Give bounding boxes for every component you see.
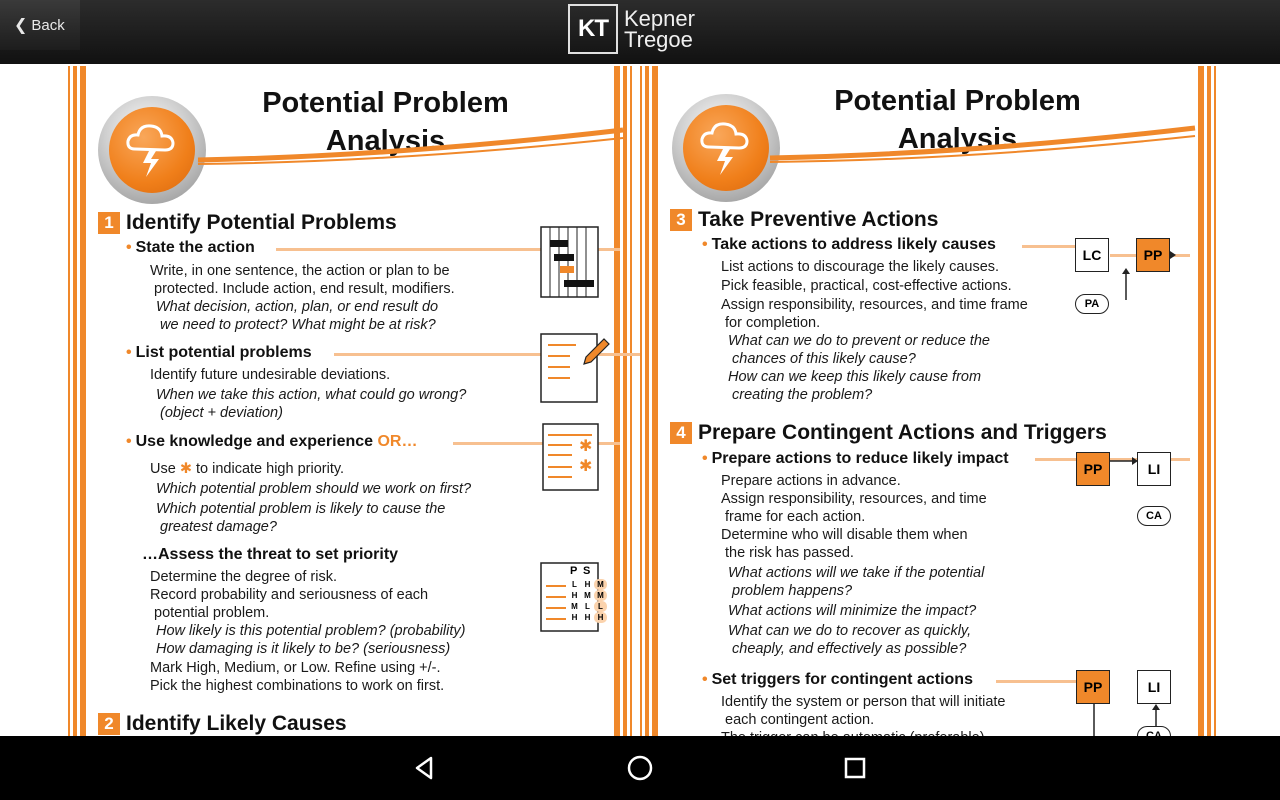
body-text: the risk has passed. xyxy=(725,545,854,561)
box-lc: LC xyxy=(1075,238,1109,272)
grid-cell: L xyxy=(585,602,590,611)
kepner-tregoe-logo xyxy=(568,3,695,55)
storm-badge xyxy=(672,94,780,202)
question-text: How damaging is it likely to be? (seriousness) xyxy=(156,641,451,657)
bullet-state-action: • State the action xyxy=(126,239,255,256)
body-text: Identify future undesirable deviations. xyxy=(150,367,391,383)
grid-row xyxy=(568,601,607,612)
grid-row xyxy=(568,590,607,601)
page-title-left: Potential Problem Analysis xyxy=(262,87,509,157)
body-text: Assign responsibility, resources, and time xyxy=(721,491,987,507)
body-text: List actions to discourage the likely causes. xyxy=(721,259,1000,275)
right-border-stripes xyxy=(614,66,636,766)
bullet-knowledge-experience: • Use knowledge and experience OR… xyxy=(126,433,418,450)
body-text: Determine who will disable them when xyxy=(721,527,968,543)
logo-line2: Tregoe xyxy=(624,27,693,52)
body-text: Record probability and seriousness of each xyxy=(150,587,429,603)
logo-mark: KT xyxy=(568,4,618,54)
question-text: How likely is this potential problem? (probability) xyxy=(156,623,466,639)
body-text: Prepare actions in advance. xyxy=(721,473,901,489)
box-pp: PP xyxy=(1076,670,1110,704)
bullet-assess-threat: …Assess the threat to set priority xyxy=(142,546,399,563)
grid-cell: M xyxy=(571,602,578,611)
body-text: each contingent action. xyxy=(725,712,875,728)
body-text: protected. Include action, end result, modifiers. xyxy=(154,281,455,297)
body-text: Write, in one sentence, the action or plan to be xyxy=(150,263,450,279)
section-4-heading: 4 Prepare Contingent Actions and Triggers xyxy=(670,421,1107,445)
question-text: cheaply, and effectively as possible? xyxy=(732,641,967,657)
question-text: How can we keep this likely cause from xyxy=(728,369,982,385)
grid-cell: L xyxy=(594,601,607,612)
pill-ca: CA xyxy=(1137,506,1171,526)
grid-cell: H xyxy=(594,612,607,623)
question-text: What actions will minimize the impact? xyxy=(728,603,977,619)
bullet-rule xyxy=(1022,245,1082,248)
notepad-asterisk-icon xyxy=(542,423,600,493)
question-text: Which potential problem should we work on first? xyxy=(156,481,472,497)
svg-text:✱: ✱ xyxy=(579,456,593,475)
asterisk-icon: ✱ xyxy=(179,461,192,477)
body-text: frame for each action. xyxy=(725,509,866,525)
storm-cloud-icon xyxy=(125,121,179,179)
storm-cloud-icon xyxy=(699,119,753,177)
left-border-stripes xyxy=(68,66,90,766)
question-text: problem happens? xyxy=(732,583,853,599)
question-text: What can we do to recover as quickly, xyxy=(728,623,972,639)
box-pp: PP xyxy=(1136,238,1170,272)
chevron-left-icon: ❮ xyxy=(14,17,28,34)
section-2-heading: 2 Identify Likely Causes xyxy=(98,712,347,736)
body-text: Identify the system or person that will initiate xyxy=(721,694,1006,710)
pill-pa: PA xyxy=(1075,294,1109,314)
document-viewer[interactable] xyxy=(0,64,1280,736)
box-li: LI xyxy=(1137,452,1171,486)
bullet-address-causes: • Take actions to address likely causes xyxy=(702,236,996,253)
timeline-chart-icon xyxy=(540,226,600,298)
nav-recents-button[interactable] xyxy=(835,748,875,788)
app-header xyxy=(0,0,1280,64)
body-text: for completion. xyxy=(725,315,821,331)
bullet-set-triggers: • Set triggers for contingent actions xyxy=(702,671,973,688)
body-text: Use ✱ to indicate high priority. xyxy=(150,461,345,477)
page-title-right: Potential Problem Analysis xyxy=(834,85,1081,155)
question-text: greatest damage? xyxy=(160,519,277,535)
box-pp: PP xyxy=(1076,452,1110,486)
grid-row xyxy=(568,612,607,623)
section-1-heading: 1 Identify Potential Problems xyxy=(98,211,397,235)
grid-header-s: S xyxy=(583,565,591,577)
grid-rows xyxy=(568,579,607,623)
question-text: Which potential problem is likely to cause the xyxy=(156,501,446,517)
grid-cell: H xyxy=(571,591,578,600)
body-text: Pick feasible, practical, cost-effective actions. xyxy=(721,278,1012,294)
nav-back-button[interactable] xyxy=(404,748,444,788)
question-text: What decision, action, plan, or end result do xyxy=(156,299,439,315)
grid-cell: H xyxy=(584,613,591,622)
nav-home-button[interactable] xyxy=(620,748,660,788)
body-text: Assign responsibility, resources, and time frame xyxy=(721,297,1028,313)
bullet-list-problems: • List potential problems xyxy=(126,344,312,361)
notepad-pencil-icon xyxy=(540,331,612,405)
question-text: (object + deviation) xyxy=(160,405,283,421)
triangle-back-icon xyxy=(411,755,437,781)
question-text: we need to protect? What might be at risk? xyxy=(160,317,436,333)
back-button[interactable] xyxy=(0,0,80,50)
question-text: chances of this likely cause? xyxy=(732,351,916,367)
question-text: What actions will we take if the potential xyxy=(728,565,985,581)
left-border-stripes xyxy=(640,66,662,766)
back-label: Back xyxy=(31,16,65,34)
grid-cell: L xyxy=(572,580,577,589)
box-li: LI xyxy=(1137,670,1171,704)
body-text: Mark High, Medium, or Low. Refine using +/-. xyxy=(150,660,441,676)
grid-cell: M xyxy=(594,590,607,601)
storm-badge xyxy=(98,96,206,204)
right-page xyxy=(640,66,1220,766)
system-navigation-bar xyxy=(0,736,1280,800)
circle-home-icon xyxy=(626,754,654,782)
title-swoosh xyxy=(198,126,628,166)
body-text: Determine the degree of risk. xyxy=(150,569,337,585)
grid-cell: H xyxy=(571,613,578,622)
grid-row xyxy=(568,579,607,590)
square-recents-icon xyxy=(843,756,867,780)
title-swoosh xyxy=(770,124,1200,164)
logo-line1: Kepner xyxy=(624,6,695,31)
grid-cell: H xyxy=(584,580,591,589)
probability-seriousness-grid-icon xyxy=(540,562,612,634)
section-3-heading: 3 Take Preventive Actions xyxy=(670,208,938,232)
question-text: When we take this action, what could go wrong? xyxy=(156,387,467,403)
question-text: What can we do to prevent or reduce the xyxy=(728,333,990,349)
question-text: creating the problem? xyxy=(732,387,873,403)
bullet-rule xyxy=(996,680,1076,683)
left-page xyxy=(68,66,636,766)
grid-header-p: P xyxy=(570,565,578,577)
body-text: Pick the highest combinations to work on first. xyxy=(150,678,445,694)
logo-wordmark xyxy=(624,8,695,50)
right-border-stripes xyxy=(1198,66,1220,766)
grid-cell: M xyxy=(594,579,607,590)
grid-cell: M xyxy=(584,591,591,600)
body-text: potential problem. xyxy=(154,605,270,621)
bullet-reduce-impact: • Prepare actions to reduce likely impact xyxy=(702,450,1009,467)
svg-text:✱: ✱ xyxy=(579,436,593,455)
